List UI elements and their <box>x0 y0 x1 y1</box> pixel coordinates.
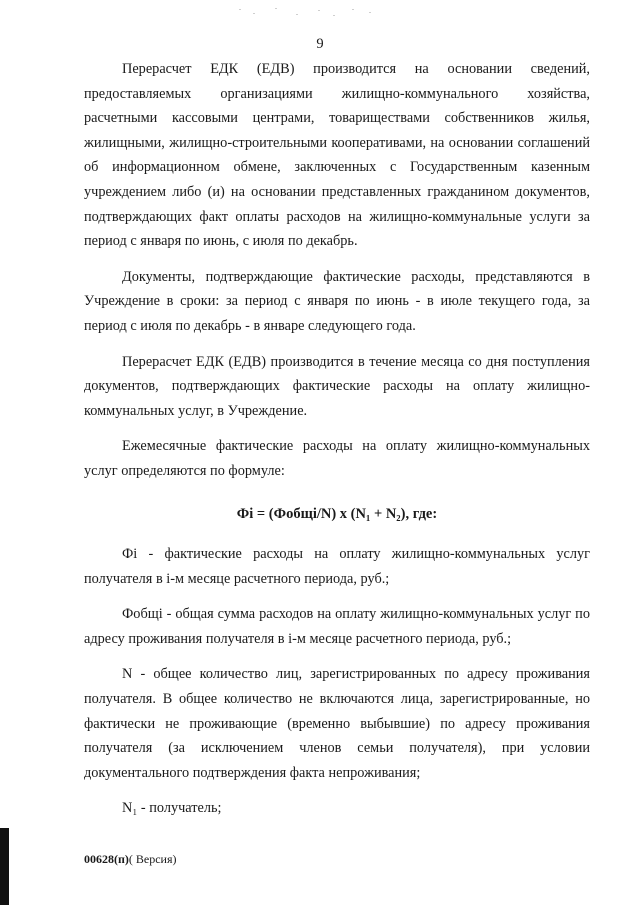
page-number: 9 <box>316 36 324 52</box>
scan-edge-bar <box>0 828 9 905</box>
definition-n: N - общее количество лиц, зарегистрированных по адресу проживания получателя. В общее количество не включаются лица, зарегистрированные, но фактически не проживающие (временно выбывшие) по адресу проживания получателя (за исключением членов семьи получателя), при условии документального подтверждения факта непроживания; <box>84 666 590 781</box>
formula: Фi = (Фобщi/N) х (N₁ + N₂), где: <box>236 505 438 522</box>
footer-document-code: 00628(п) <box>84 852 129 866</box>
paragraph-formula-intro: Ежемесячные фактические расходы на оплату жилищно-коммунальных услуг определяются по формуле: <box>84 438 590 479</box>
paragraph-recalculation-timing: Перерасчет ЕДК (ЕДВ) производится в течение месяца со дня поступления документов, подтверждающих фактические расходы на оплату жилищно-коммунальных услуг, в Учреждение. <box>84 353 590 419</box>
definition-fi: Фi - фактические расходы на оплату жилищно-коммунальных услуг получателя в i-м месяце расчетного периода, руб.; <box>84 546 590 587</box>
definition-fobshchi: Фобщi - общая сумма расходов на оплату жилищно-коммунальных услуг по адресу проживания получателя в i-м месяце расчетного периода, руб.; <box>84 606 590 647</box>
paragraph-document-deadlines: Документы, подтверждающие фактические расходы, представляются в Учреждение в сроки: за период с января по июнь - в июле текущего года, за период с июля по декабрь - в январе следующего года. <box>84 268 590 334</box>
paragraph-recalculation-basis: Перерасчет ЕДК (ЕДВ) производится на основании сведений, предоставляемых организациями жилищно-коммунального хозяйства, расчетными кассовыми центрами, товариществами собственников жилья, жилищными, жилищно-строительными кооперативами, на основании соглашений об информационном обмене, заключенных с Государственным казенным учреждением либо (и) на основании представленных гражданином документов, подтверждающих факт оплаты расходов на жилищно-коммунальные услуги за период с января по июнь, с июля по декабрь. <box>84 61 590 250</box>
definition-n1: N₁ - получатель; <box>122 800 222 817</box>
document-body <box>84 57 590 832</box>
scan-noise <box>235 6 385 18</box>
footer <box>84 852 177 867</box>
footer-version: ( Версия) <box>128 852 177 866</box>
